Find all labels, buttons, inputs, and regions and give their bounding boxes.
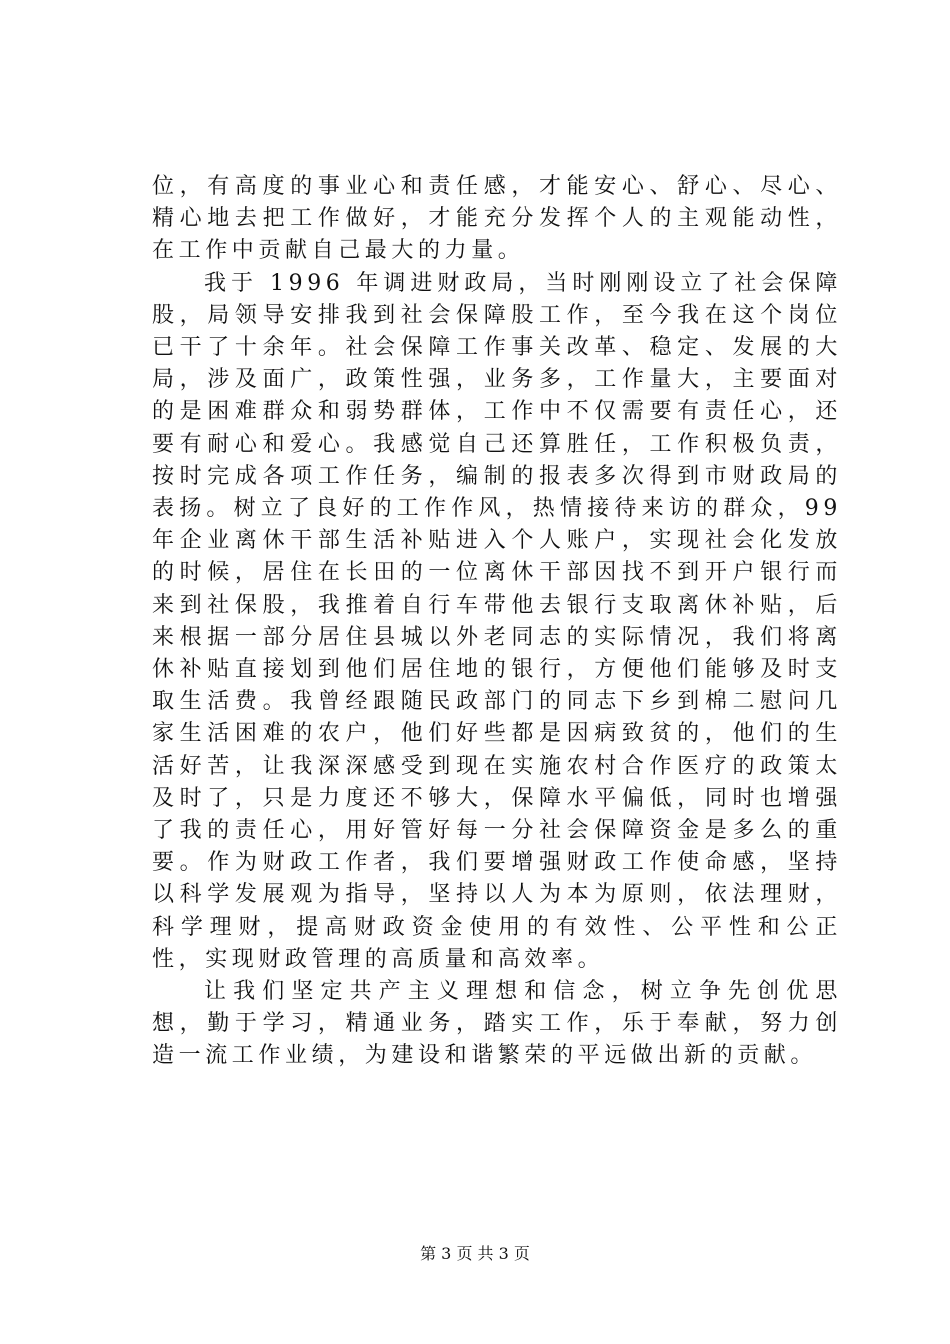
- paragraph-closing: 让我们坚定共产主义理想和信念，树立争先创优思想，勤于学习，精通业务，踏实工作，乐于奉献，努力创造一流工作业绩，为建设和谐繁荣的平远做出新的贡献。: [152, 979, 842, 1069]
- body-text: [152, 171, 842, 1073]
- paragraph-continued: 位，有高度的事业心和责任感，才能安心、舒心、尽心、精心地去把工作做好，才能充分发挥个人的主观能动性，在工作中贡献自己最大的力量。: [152, 174, 842, 264]
- paragraph-social-security-work: 我于 1996 年调进财政局，当时刚刚设立了社会保障股，局领导安排我到社会保障股工作，至今我在这个岗位已干了十余年。社会保障工作事关改革、稳定、发展的大局，涉及面广，政策性强，业务多，工作量大，主要面对的是困难群众和弱势群体，工作中不仅需要有责任心，还要有耐心和爱心。我感觉自己还算胜任，工作积极负责，按时完成各项工作任务，编制的报表多次得到市财政局的表扬。树立了良好的工作作风，热情接待来访的群众，99 年企业离休干部生活补贴进入个人账户，实现社会化发放的时候，居住在长田的一位离休干部因找不到开户银行而来到社保股，我推着自行车带他去银行支取离休补贴，后来根据一部分居住县城以外老同志的实际情况，我们将离休补贴直接划到他们居住地的银行，方便他们能够及时支取生活费。我曾经跟随民政部门的同志下乡到棉二慰问几家生活困难的农户，他们好些都是因病致贫的，他们的生活好苦，让我深深感受到现在实施农村合作医疗的政策太及时了，只是力度还不够大，保障水平偏低，同时也增强了我的责任心，用好管好每一分社会保障资金是多么的重要。作为财政工作者，我们要增强财政工作使命感，坚持以科学发展观为指导，坚持以人为本为原则，依法理财，科学理财，提高财政资金使用的有效性、公平性和公正性，实现财政管理的高质量和高效率。: [152, 270, 842, 972]
- page-footer: 第 3 页 共 3 页: [420, 1244, 530, 1263]
